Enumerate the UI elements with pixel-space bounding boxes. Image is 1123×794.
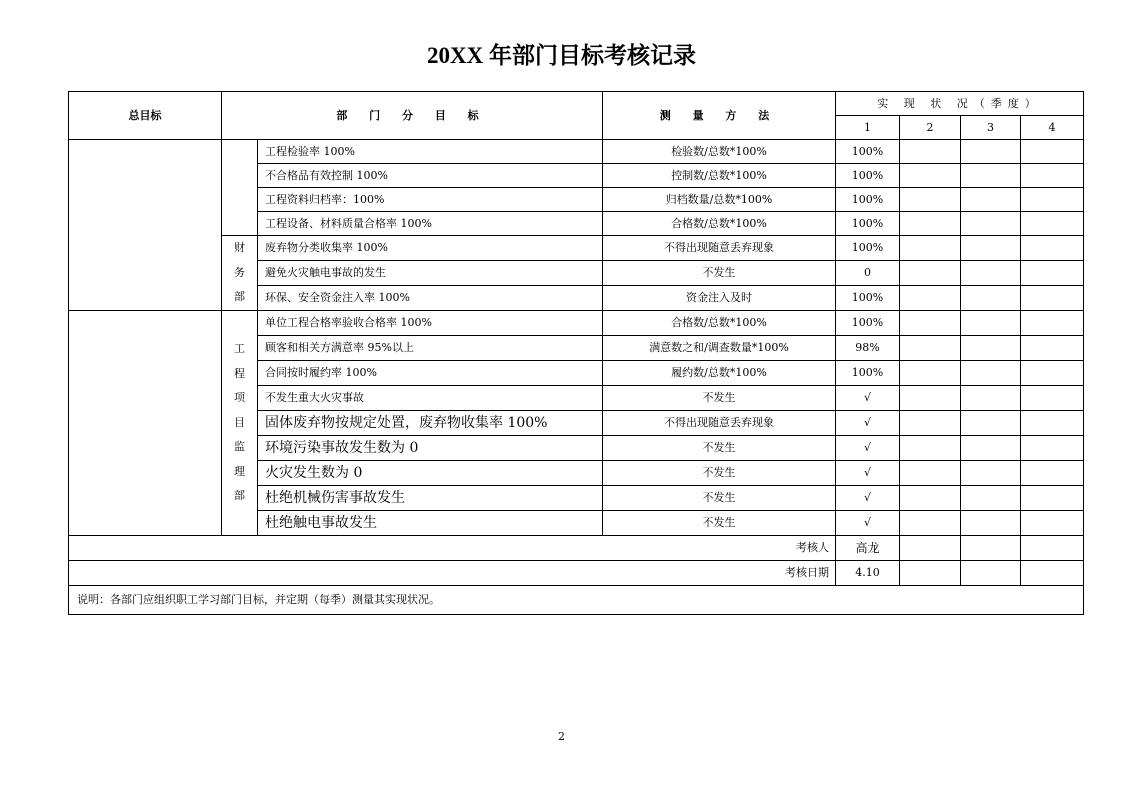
q1-value: √ [836,411,900,436]
method-text: 不得出现随意丢弃现象 [603,236,836,261]
q3-value [961,361,1021,386]
header-method: 测 量 方 法 [603,92,836,140]
reviewer-q4 [1021,536,1084,561]
dept-char: 项 [234,391,245,405]
q1-value: 0 [836,261,900,286]
method-text: 不发生 [603,261,836,286]
q4-value [1021,164,1084,188]
q1-value: √ [836,436,900,461]
q3-value [961,140,1021,164]
q2-value [900,286,961,311]
header-quarter-3: 3 [961,116,1021,140]
goal-text: 不发生重大火灾事故 [258,386,603,411]
q4-value [1021,236,1084,261]
goal-text: 杜绝触电事故发生 [258,511,603,536]
method-text: 检验数/总数*100% [603,140,836,164]
goal-text: 环保、安全资金注入率 100% [258,286,603,311]
dept-cell-blank [222,140,258,236]
q4-value [1021,436,1084,461]
q4-value [1021,140,1084,164]
reviewer-q2 [900,536,961,561]
q3-value [961,286,1021,311]
goal-text: 环境污染事故发生数为 0 [258,436,603,461]
q2-value [900,311,961,336]
q2-value [900,212,961,236]
goal-text: 避免火灾触电事故的发生 [258,261,603,286]
header-quarter-2: 2 [900,116,961,140]
q2-value [900,511,961,536]
header-total-goal: 总目标 [69,92,222,140]
q2-value [900,486,961,511]
goal-text: 杜绝机械伤害事故发生 [258,486,603,511]
q2-value [900,336,961,361]
q3-value [961,386,1021,411]
dept-char: 监 [234,440,245,454]
method-text: 资金注入及时 [603,286,836,311]
note-text: 说明：各部门应组织职工学习部门目标，并定期（每季）测量其实现状况。 [69,586,1084,615]
q1-value: 100% [836,361,900,386]
q1-value: √ [836,461,900,486]
goal-text: 顾客和相关方满意率 95%以上 [258,336,603,361]
q2-value [900,188,961,212]
dept-char: 程 [234,366,245,380]
reviewer-q3 [961,536,1021,561]
q1-value: 100% [836,212,900,236]
q4-value [1021,336,1084,361]
q2-value [900,261,961,286]
total-goal-cell [69,311,222,536]
goal-text: 火灾发生数为 0 [258,461,603,486]
review-date: 4.10 [836,561,900,586]
q1-value: √ [836,386,900,411]
total-goal-cell [69,140,222,311]
q2-value [900,236,961,261]
q1-value: √ [836,511,900,536]
q4-value [1021,188,1084,212]
dept-char: 目 [234,415,245,429]
method-text: 不得出现随意丢弃现象 [603,411,836,436]
date-q4 [1021,561,1084,586]
goal-text: 工程设备、材料质量合格率 100% [258,212,603,236]
method-text: 不发生 [603,486,836,511]
q2-value [900,164,961,188]
q2-value [900,386,961,411]
q3-value [961,188,1021,212]
header-quarter-4: 4 [1021,116,1084,140]
q3-value [961,311,1021,336]
date-label: 考核日期 [69,561,836,586]
method-text: 控制数/总数*100% [603,164,836,188]
q1-value: 100% [836,188,900,212]
q3-value [961,411,1021,436]
q3-value [961,336,1021,361]
header-dept-goal: 部 门 分 目 标 [222,92,603,140]
dept-cell-engineering [222,311,258,536]
goal-text: 不合格品有效控制 100% [258,164,603,188]
q2-value [900,461,961,486]
q1-value: 100% [836,236,900,261]
method-text: 不发生 [603,511,836,536]
dept-char: 部 [234,290,245,304]
q3-value [961,436,1021,461]
q3-value [961,236,1021,261]
assessment-table [68,91,1084,615]
q2-value [900,436,961,461]
date-q2 [900,561,961,586]
q3-value [961,212,1021,236]
goal-text: 工程检验率 100% [258,140,603,164]
goal-text: 单位工程合格率验收合格率 100% [258,311,603,336]
q4-value [1021,511,1084,536]
q4-value [1021,212,1084,236]
q4-value [1021,486,1084,511]
date-q3 [961,561,1021,586]
method-text: 不发生 [603,436,836,461]
dept-char: 理 [234,464,245,478]
q4-value [1021,386,1084,411]
goal-text: 工程资料归档率：100% [258,188,603,212]
dept-char: 工 [234,342,245,356]
q3-value [961,261,1021,286]
dept-char: 部 [234,489,245,503]
q3-value [961,461,1021,486]
header-quarter-1: 1 [836,116,900,140]
method-text: 合格数/总数*100% [603,212,836,236]
q4-value [1021,311,1084,336]
method-text: 合格数/总数*100% [603,311,836,336]
q3-value [961,164,1021,188]
page-number: 2 [558,730,565,743]
q3-value [961,486,1021,511]
method-text: 不发生 [603,386,836,411]
q4-value [1021,411,1084,436]
q1-value: 100% [836,311,900,336]
q2-value [900,361,961,386]
q1-value: 100% [836,286,900,311]
q1-value: √ [836,486,900,511]
q1-value: 100% [836,140,900,164]
q4-value [1021,261,1084,286]
q2-value [900,140,961,164]
q3-value [961,511,1021,536]
q1-value: 100% [836,164,900,188]
goal-text: 合同按时履约率 100% [258,361,603,386]
q1-value: 98% [836,336,900,361]
q4-value [1021,361,1084,386]
method-text: 履约数/总数*100% [603,361,836,386]
goal-text: 固体废弃物按规定处置，废弃物收集率 100% [258,411,603,436]
method-text: 不发生 [603,461,836,486]
page-title: 20XX 年部门目标考核记录 [427,43,696,68]
method-text: 归档数量/总数*100% [603,188,836,212]
method-text: 满意数之和/调查数量*100% [603,336,836,361]
dept-cell-finance [222,236,258,311]
goal-text: 废弃物分类收集率 100% [258,236,603,261]
reviewer-name: 高龙 [836,536,900,561]
q4-value [1021,461,1084,486]
dept-char: 财 [234,241,245,255]
q4-value [1021,286,1084,311]
dept-char: 务 [234,265,245,279]
q2-value [900,411,961,436]
reviewer-label: 考核人 [69,536,836,561]
header-status: 实 现 状 况（季度） [836,92,1084,116]
